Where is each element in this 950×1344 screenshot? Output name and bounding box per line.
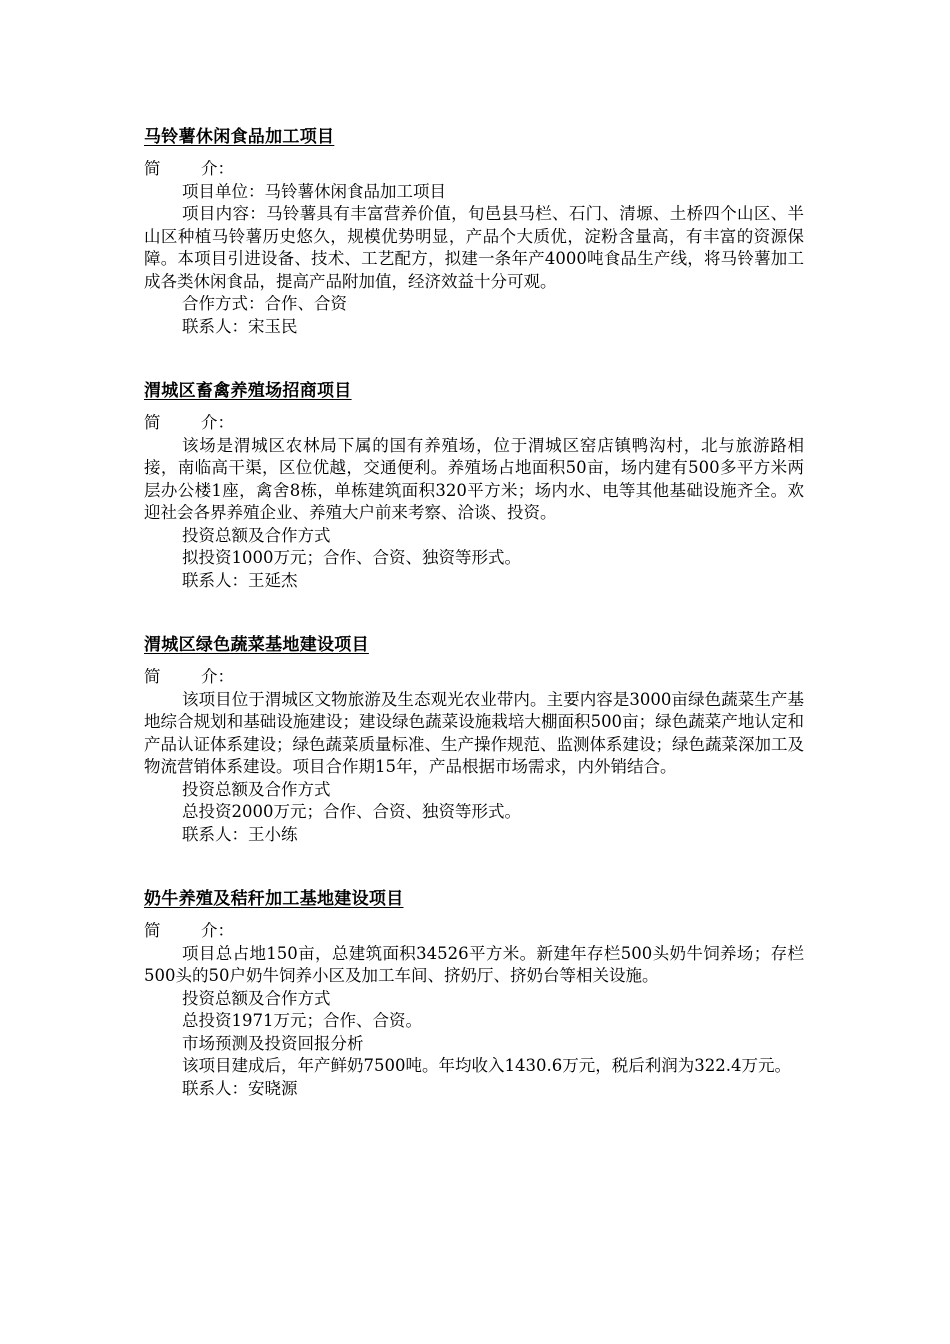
contact-person: 联系人：安晓源 [182, 1078, 298, 1098]
project-title: 渭城区畜禽养殖场招商项目 [144, 381, 352, 401]
intro-label: 简 介： [144, 159, 234, 178]
contact-person: 联系人：王延杰 [182, 570, 298, 590]
investment-heading: 投资总额及合作方式 [182, 988, 331, 1008]
market-analysis: 该项目建成后，年产鲜奶7500吨。年均收入1430.6万元，税后利润为322.4万元。 [182, 1056, 791, 1075]
investment-amount: 拟投资1000万元；合作、合资、独资等形式。 [182, 548, 521, 567]
investment-heading: 投资总额及合作方式 [182, 525, 331, 545]
project-section [144, 124, 804, 338]
project-description: 项目总占地150亩，总建筑面积34526平方米。新建年存栏500头奶牛饲养场；存栏500头的50户奶牛饲养小区及加工车间、挤奶厅、挤奶台等相关设施。 [144, 943, 804, 985]
project-section [144, 632, 804, 846]
project-title: 马铃薯休闲食品加工项目 [144, 127, 335, 147]
investment-amount: 总投资1971万元；合作、合资。 [182, 1011, 422, 1030]
project-content: 项目内容：马铃薯具有丰富营养价值，旬邑县马栏、石门、清塬、土桥四个山区、半山区种植马铃薯历史悠久，规模优势明显，产品个大质优，淀粉含量高，有丰富的资源保障。本项目引进设备、技术、工艺配方，拟建一条年产4000吨食品生产线，将马铃薯加工成各类休闲食品，提高产品附加值，经济效益十分可观。 [144, 204, 804, 291]
document-page [144, 124, 804, 1140]
intro-label: 简 介： [144, 667, 234, 686]
project-unit: 项目单位：马铃薯休闲食品加工项目 [182, 181, 446, 201]
investment-amount: 总投资2000万元；合作、合资、独资等形式。 [182, 802, 521, 821]
investment-heading: 投资总额及合作方式 [182, 779, 331, 799]
project-description: 该项目位于渭城区文物旅游及生态观光农业带内。主要内容是3000亩绿色蔬菜生产基地综合规划和基础设施建设；建设绿色蔬菜设施栽培大棚面积500亩；绿色蔬菜产地认定和产品认证体系建设；绿色蔬菜质量标准、生产操作规范、监测体系建设；绿色蔬菜深加工及物流营销体系建设。项目合作期15年，产品根据市场需求，内外销结合。 [144, 689, 804, 776]
contact-person: 联系人：宋玉民 [182, 316, 298, 336]
market-analysis-heading: 市场预测及投资回报分析 [182, 1033, 364, 1053]
intro-label: 简 介： [144, 921, 234, 940]
project-title: 奶牛养殖及秸秆加工基地建设项目 [144, 889, 404, 909]
intro-label: 简 介： [144, 413, 234, 432]
project-section [144, 886, 804, 1100]
project-title: 渭城区绿色蔬菜基地建设项目 [144, 635, 369, 655]
cooperation-mode: 合作方式：合作、合资 [182, 294, 347, 313]
project-description: 该场是渭城区农林局下属的国有养殖场，位于渭城区窑店镇鸭沟村，北与旅游路相接，南临高干渠，区位优越，交通便利。养殖场占地面积50亩，场内建有500多平方米两层办公楼1座，禽舍8栋，单栋建筑面积320平方米；场内水、电等其他基础设施齐全。欢迎社会各界养殖企业、养殖大户前来考察、洽谈、投资。 [144, 435, 804, 522]
project-section [144, 378, 804, 592]
contact-person: 联系人：王小练 [182, 824, 298, 844]
